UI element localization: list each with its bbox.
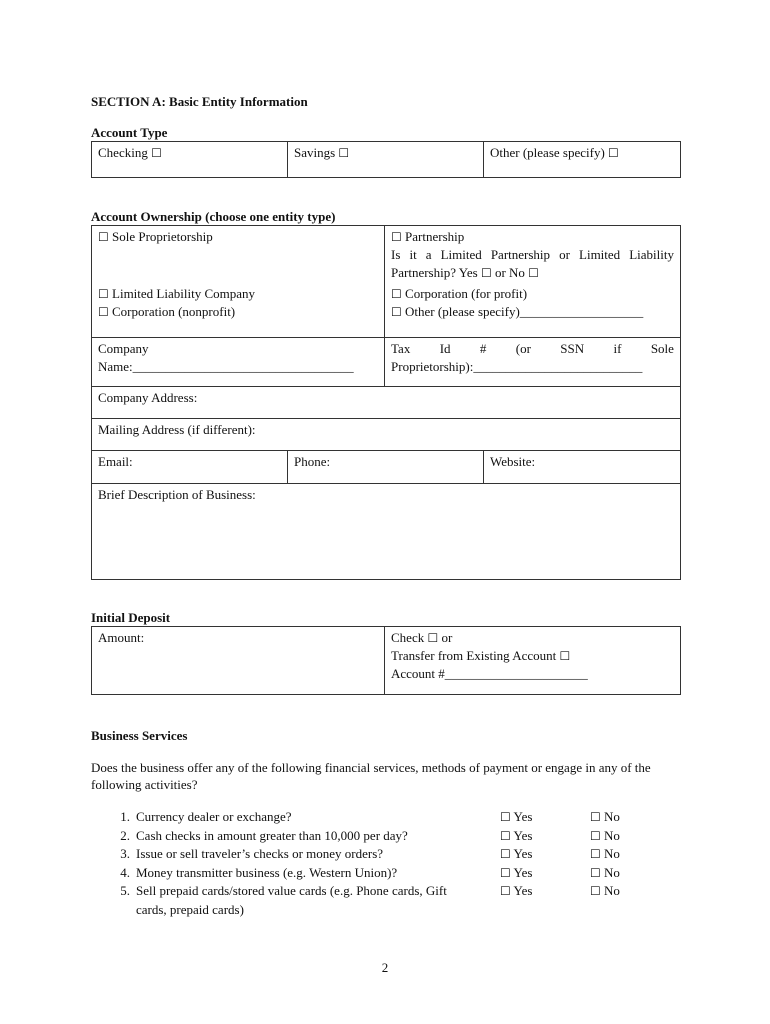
question-text: Cash checks in amount greater than 10,000 per day? [136, 827, 408, 843]
partnership-cell[interactable] [385, 226, 681, 286]
partnership-label: Partnership [405, 229, 465, 244]
tax-id-cell[interactable] [385, 337, 681, 386]
list-item [110, 808, 650, 827]
corp-profit-label: Corporation (for profit) [405, 286, 528, 301]
yes-option[interactable] [500, 882, 532, 901]
corp-nonprofit-checkbox[interactable]: ☐ [98, 305, 109, 319]
list-item [110, 882, 650, 919]
tax-word: Tax [391, 340, 411, 356]
savings-cell[interactable] [288, 142, 484, 178]
checking-cell[interactable] [92, 142, 288, 178]
question-text: Money transmitter business (e.g. Western Union)? [136, 864, 398, 880]
corp-profit-cell[interactable] [385, 285, 681, 303]
savings-label: Savings [294, 145, 336, 160]
no-label: No [604, 809, 620, 824]
partnership-or-no: or No [494, 265, 525, 280]
other-type-cell[interactable] [484, 142, 681, 178]
amount-field[interactable] [92, 627, 385, 695]
no-option[interactable] [590, 827, 620, 846]
no-label: No [604, 827, 620, 843]
services-question-list [110, 808, 650, 919]
ownership-table [91, 225, 681, 580]
corp-nonprofit-label: Corporation (nonprofit) [112, 304, 236, 319]
deposit-table [91, 626, 681, 695]
company-address-field[interactable] [92, 386, 681, 418]
yes-option[interactable] [500, 845, 532, 864]
yes-checkbox[interactable]: ☐ [500, 865, 511, 880]
llc-checkbox[interactable]: ☐ [98, 287, 109, 301]
sole-prop-checkbox[interactable]: ☐ [98, 230, 109, 244]
no-checkbox[interactable]: ☐ [590, 810, 601, 824]
partnership-no-checkbox[interactable]: ☐ [528, 266, 539, 280]
yes-label: Yes [513, 864, 533, 880]
no-label: No [604, 883, 620, 898]
yes-option[interactable] [500, 827, 532, 846]
corp-profit-checkbox[interactable]: ☐ [391, 287, 402, 301]
company-name-line: Name:__________________________________ [98, 358, 354, 374]
phone-field[interactable] [288, 451, 484, 483]
checking-checkbox[interactable]: ☐ [151, 146, 162, 160]
no-option[interactable] [590, 882, 620, 901]
yes-checkbox[interactable]: ☐ [500, 847, 511, 861]
llc-label: Limited Liability Company [112, 286, 255, 301]
other-entity-label: Other (please specify)___________________ [405, 304, 644, 319]
tax-word: Id [439, 340, 451, 356]
phone-website-cell [288, 450, 681, 483]
question-text: Currency dealer or exchange? [136, 809, 292, 824]
email-field[interactable] [92, 450, 288, 483]
amount-label: Amount: [98, 630, 145, 645]
no-option[interactable] [590, 845, 620, 864]
check-label: Check [391, 630, 425, 645]
yes-label: Yes [513, 846, 533, 861]
yes-option[interactable] [500, 808, 532, 827]
tax-word: if [613, 340, 622, 356]
yes-checkbox[interactable]: ☐ [500, 828, 511, 843]
list-item [110, 864, 650, 883]
question-text: Sell prepaid cards/stored value cards (e.g. Phone cards, Gift cards, prepaid cards) [136, 883, 447, 917]
no-option[interactable] [590, 864, 620, 883]
business-description-field[interactable] [92, 483, 681, 579]
deposit-method-cell [385, 627, 681, 695]
services-intro: Does the business offer any of the following financial services, methods of payment or engage in any of the following activities? [91, 760, 651, 792]
partnership-yes-checkbox[interactable]: ☐ [480, 266, 492, 280]
services-heading: Business Services [91, 728, 188, 743]
question-number: 1. [120, 809, 130, 824]
check-checkbox[interactable]: ☐ [427, 631, 439, 645]
no-option[interactable] [590, 808, 620, 827]
email-label: Email: [98, 453, 133, 469]
no-checkbox[interactable]: ☐ [590, 884, 601, 898]
other-entity-cell[interactable] [385, 303, 681, 337]
business-description-label: Brief Description of Business: [98, 486, 256, 502]
mailing-address-label: Mailing Address (if different): [98, 421, 256, 437]
deposit-heading: Initial Deposit [91, 610, 171, 625]
partnership-checkbox[interactable]: ☐ [391, 230, 402, 244]
sole-prop-cell[interactable] [92, 226, 385, 286]
question-number: 5. [120, 883, 130, 898]
account-type-table [91, 141, 681, 178]
yes-checkbox[interactable]: ☐ [500, 810, 511, 824]
phone-label: Phone: [294, 453, 331, 469]
llc-cell[interactable] [92, 285, 385, 303]
company-name-label: Company [98, 340, 149, 356]
yes-label: Yes [513, 883, 533, 898]
yes-label: Yes [513, 809, 533, 824]
company-address-label: Company Address: [98, 389, 198, 405]
savings-checkbox[interactable]: ☐ [338, 146, 350, 160]
no-checkbox[interactable]: ☐ [590, 865, 601, 880]
yes-option[interactable] [500, 864, 532, 883]
no-checkbox[interactable]: ☐ [590, 847, 601, 861]
tax-word: Sole [650, 340, 674, 356]
question-number: 4. [120, 864, 130, 880]
sole-prop-label: Sole Proprietorship [112, 229, 213, 244]
no-checkbox[interactable]: ☐ [590, 828, 601, 843]
partnership-question: Is it a Limited Partnership or Limited Liability Partnership? Yes [391, 247, 675, 280]
list-item [110, 845, 650, 864]
account-number-field[interactable]: Account #______________________ [391, 666, 588, 681]
question-number: 2. [120, 827, 130, 843]
list-item [110, 827, 650, 846]
ownership-heading: Account Ownership (choose one entity type) [91, 209, 336, 224]
question-number: 3. [120, 846, 130, 861]
other-type-label: Other (please specify) [490, 145, 605, 160]
section-title: SECTION A: Basic Entity Information [91, 94, 308, 109]
corp-nonprofit-cell[interactable] [92, 303, 385, 337]
website-label: Website: [490, 453, 536, 469]
checking-label: Checking [98, 145, 148, 160]
tax-id-line: Proprietorship):__________________________ [391, 358, 643, 374]
tax-word: SSN [560, 340, 585, 356]
tax-word: # [479, 340, 487, 356]
other-type-checkbox[interactable]: ☐ [608, 146, 619, 160]
question-text: Issue or sell traveler’s checks or money orders? [136, 846, 384, 861]
no-label: No [604, 846, 620, 861]
mailing-address-field[interactable] [92, 418, 681, 450]
account-type-heading: Account Type [91, 125, 168, 140]
no-label: No [604, 864, 620, 880]
company-name-cell[interactable] [92, 337, 385, 386]
other-entity-checkbox[interactable]: ☐ [391, 305, 402, 319]
tax-id-label [391, 340, 674, 358]
transfer-label: Transfer from Existing Account [391, 648, 557, 663]
website-field[interactable] [484, 451, 680, 483]
transfer-checkbox[interactable]: ☐ [559, 649, 571, 663]
or-label: or [441, 630, 453, 645]
yes-checkbox[interactable]: ☐ [500, 884, 511, 898]
yes-label: Yes [513, 827, 533, 843]
page-number: 2 [381, 960, 389, 975]
tax-word: (or [515, 340, 531, 356]
